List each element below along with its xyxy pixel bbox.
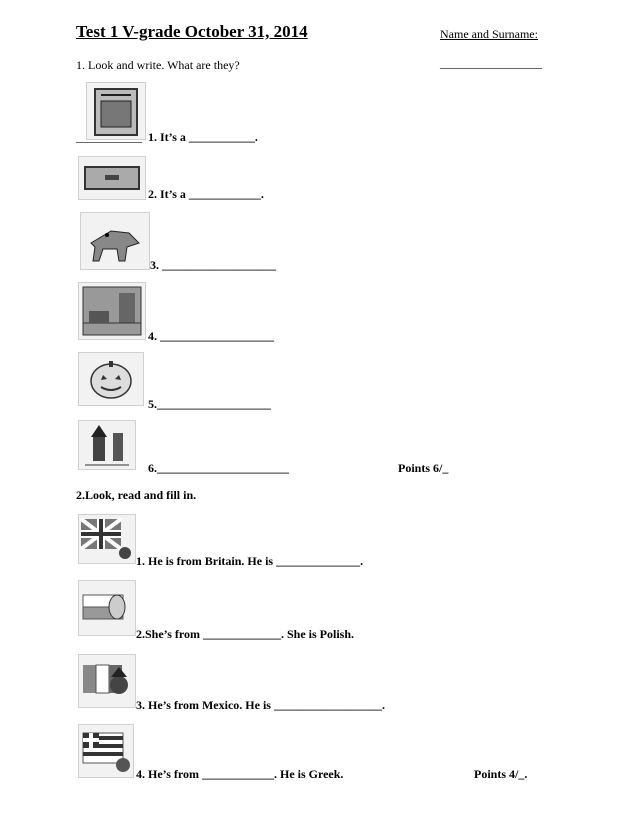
mexican-flag-icon	[78, 654, 136, 708]
section2-points: Points 4/_.	[474, 767, 528, 781]
haunted-room-icon	[78, 282, 146, 340]
question-1-4[interactable]: 4. ___________________	[148, 329, 274, 343]
question-2-1[interactable]: 1. He is from Britain. He is ______________.	[136, 554, 364, 568]
question-1-5[interactable]: 5.___________________	[148, 397, 271, 411]
question-1-1[interactable]: 1. It’s a ___________.	[148, 130, 258, 144]
name-surname-line[interactable]: _________________	[440, 56, 542, 70]
wolf-icon	[80, 212, 150, 270]
picture-label-line[interactable]: ___________	[76, 130, 142, 144]
question-2-3[interactable]: 3. He’s from Mexico. He is __________________.	[136, 698, 385, 712]
drawer-icon	[78, 156, 146, 200]
pumpkin-icon	[78, 352, 144, 406]
question-1-3[interactable]: 3. ___________________	[150, 258, 276, 272]
british-flag-icon	[78, 514, 136, 564]
question-2-2[interactable]: 2.She’s from _____________. She is Polish.	[136, 627, 355, 641]
question-1-6[interactable]: 6.______________________	[148, 461, 289, 475]
page-title: Test 1 V-grade October 31, 2014	[76, 22, 308, 41]
section1-instruction: 1. Look and write. What are they?	[76, 58, 240, 72]
witch-icon	[78, 420, 136, 470]
question-2-4[interactable]: 4. He’s from ____________. He is Greek.	[136, 767, 344, 781]
greek-flag-icon	[78, 724, 134, 778]
section2-instruction: 2.Look, read and fill in.	[76, 488, 197, 502]
polish-flag-icon	[78, 580, 136, 636]
section1-points: Points 6/_	[398, 461, 449, 475]
name-surname-label: Name and Surname:	[440, 27, 538, 41]
question-1-2[interactable]: 2. It’s a ____________.	[148, 187, 264, 201]
